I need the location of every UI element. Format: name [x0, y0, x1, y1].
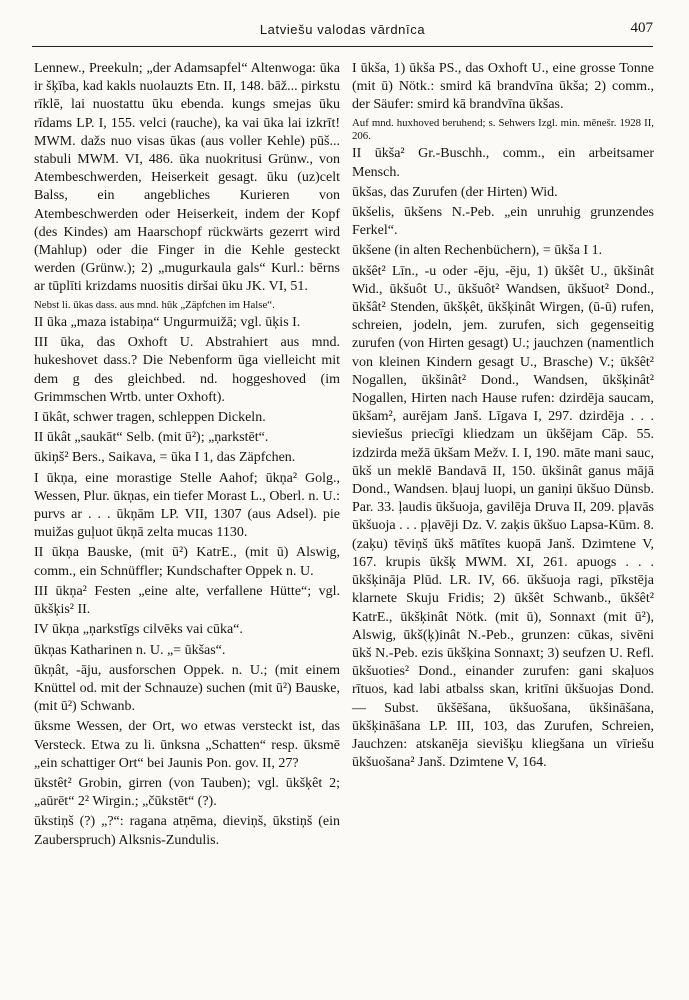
page-number: 407	[630, 20, 653, 36]
page-header	[32, 20, 653, 40]
entry-uksme: ūksme Wessen, der Ort, wo etwas versteckt ist, das Versteck. Etwa zu li. ūnksna „Schatten“ resp. ūksmē „ein schattiger Ort“ bei Jaunis Pon. gov. II, 27?	[34, 719, 340, 771]
entry-uksene: ūkšene (in alten Rechenbüchern), = ūkša I 1.	[352, 243, 603, 259]
entry-ukna-i: I ūkņa, eine morastige Stelle Aahof; ūkņa² Golg., Wessen, Plur. ūkņas, ein tiefer Morast L., Oberl. n. U.: purvs ar . . . ūkņām LP. VII, 1307 (aus Adsel). pie muižas guļuot ūkņā zelta mucas 1130.	[34, 470, 340, 541]
entry-ukset: ūkšêt² Līn., -u oder -ēju, -ēju, 1) ūkšêt U., ūkšinât Wid., ūkšuôt U., ūkšuôt² Wandsen, ūkšuot² Dond., ūkšât² Stenden, ūkšķêt, ūkšķinât Wirgen, (ū-ū) rufen, schreien, jodeln, jem. zurufen, sich gegenseitig zurufen (von Hirten gesagt) U.; jauchzen (namentlich von kleinen Kindern gesagt U., Brasche) V.; ūkšêt² Nogallen, ūkšinât² Dond., Wandsen, ūkšķinât² Nogallen, Hirten nach Hause rufen: dzirdēja saucam, ūkšam², aurējam Janš. Līgava I, 297. dzirdēja . . . sieviešus priecīgi kliedzam un ūkšējam Cāp. 55. izdzirda mežā ūkšam Mežv. I. I, 190. māte mani sauc, ūkš un meklē Bandavā II, 150. ūkšinât ganus mājā Dond., Wandsen. bļauj luopi, un ganiņi ūkšuo Dünsb. Par. 33. ļaudis ūkšuoja, gavilēja Druva II, 209. pļavās ūkšuoja . . . pļavēji Dz. V. zaķis ūkšuo Lapsa-Kūm. 8. (zaķu) tēviņš ūkš mātītes kuopā Janš. Dzimtene V, 167. krupis ūkšķ MWM. XI, 261. apuogs . . . ūkšķināja Plūd. LR. IV, 66. ūkšuoja ragi, pīkstēja klarnete Skuju Fridis; 2) ūkšêt Schwanb., ūkšêt² KatrE., ūkšķinât Nötk. (mit ū), Sonnaxt (mit ū²), Alswig, ūkš(ķ)inât N.-Peb., grunzen: cūkas, sivēni ūkš N.-Peb. ezis ūkšķina Sonnaxt; 3) seufzen U. Refl. ūkšuoties² Dond., einander zurufen: gani skaļuos rītuos, kad labi atbalss skan, kritīni ūkšuojas Dond. — Subst. ūkšēšana, ūkšuošana, ūkšināšana, ūkšķināšana LP. III, 103, das Zurufen, Schreien, Jauchzen: atskanēja sievišķu kliegšana un vīriešu ūkšuošana² Janš. Dzimtene V, 164.	[352, 263, 654, 771]
entry-ukat-i: I ūkât, schwer tragen, schleppen Dickeln.	[34, 410, 266, 426]
entry-ukna-iv: IV ūkņa „ņarkstīgs cilvēks vai cūka“.	[34, 622, 243, 638]
entry-uknas: ūkņas Katharinen n. U. „= ūkšas“.	[34, 642, 226, 658]
entry-ukna-ii: II ūkņa Bauske, (mit ū²) KatrE., (mit ū) Alswig, comm., ein Schnüffler; Kundschafter Oppek n. U.	[34, 545, 340, 579]
entry-uksa-i-etymology: Auf mnd. huxhoved beruhend; s. Sehwers Izgl. min. mēnešr. 1928 II, 206.	[352, 116, 654, 143]
entry-uka-i-etymology: Nebst li. ūkas dass. aus mnd. hūk „Zäpfchen im Halse“.	[34, 298, 275, 311]
header-rule	[32, 46, 653, 47]
left-column	[34, 60, 340, 852]
entry-ukstins: ūkstiņš (?) „?“: ragana atņēma, dieviņš, ūkstiņš (ein Zauberspruch) Alksnis-Zundulis.	[34, 814, 340, 848]
running-title: Latviešu valodas vārdnīca	[259, 22, 426, 37]
entry-uka-i-body: Lennew., Preekuln; „der Adamsapfel“ Altenwoga: ūka ir šķība, kad kakls nuolauzts Etn. II, 148. bāž... pirkstu rīklē, lai nuostattu ūku ebenda. kungs smejas ūku rīdams LP. I, 155. velci (rauche), ka vai ūka lai izkrīt! MWM. dažs nuo visas ūkas (aus voller Kehle) pūš... stabuli MWM. VI, 486. ūka nuokritusi Grünw., von Atembeschwerden, Heiserkeit gesagt. ūku (uz)celt Balss, ein angebliches Kurieren von Atembeschwerden oder Heiserkeit, indem der Kopf (des Kindes) am Haarschopf rückwärts gezerrt wird (Mahlup) oder die Finger in die Kehle gesteckt werden (Grünw.); 2) „mugurkaula gals“ Kurl.: bērns ar tūplīti krizdams nuositis diršai ūku JK. VI, 51.	[34, 61, 340, 295]
entry-uksas: ūkšas, das Zurufen (der Hirten) Wid.	[352, 184, 558, 200]
entry-ukna-iii: III ūkņa² Festen „eine alte, verfallene Hütte“; vgl. ūkšķis² II.	[34, 583, 340, 618]
entry-ukselis: ūkšelis, ūkšens N.-Peb. „ein unruhig grunzendes Ferkel“.	[352, 205, 654, 239]
entry-uksa-ii: II ūkša² Gr.-Buschh., comm., ein arbeitsamer Mensch.	[352, 146, 654, 180]
entry-ukins: ūkiņš² Bers., Saikava, = ūka I 1, das Zäpfchen.	[34, 450, 296, 466]
entry-uka-ii: II ūka „maza istabiņa“ Ungurmuižā; vgl. ūķis I.	[34, 315, 301, 331]
entry-ukstet: ūkstêt² Grobin, girren (von Tauben); vgl. ūkšķêt 2; „aūrēt“ 2² Wirgin.; „čūkstēt“ (?).	[34, 775, 340, 810]
entry-uknat: ūkņât, -āju, ausforschen Oppek. n. U.; (mit einem Knüttel od. mit der Schnauze) suchen (mit ū²) Bauske, (mit ū²) Schwanb.	[34, 662, 340, 715]
right-column	[352, 60, 654, 774]
entry-ukat-ii: II ūkât „saukāt“ Selb. (mit ū²); „ņarkstēt“.	[34, 430, 269, 446]
entry-uksa-i: I ūkša, 1) ūkša PS., das Oxhoft U., eine grosse Tonne (mit ū) Nötk.: smird kā brandvīna ūkša; 2) comm., der Säufer: smird kā brandvīna ūkšas.	[352, 61, 654, 113]
entry-uka-iii: III ūka, das Oxhoft U. Abstrahiert aus mnd. hukeshovet dass.? Die Nebenform ūga vielleicht mit dem g des gleichbed. nd. hoggeshoved (im Grimmschen Wrtb. unter Oxhoft).	[34, 335, 340, 405]
